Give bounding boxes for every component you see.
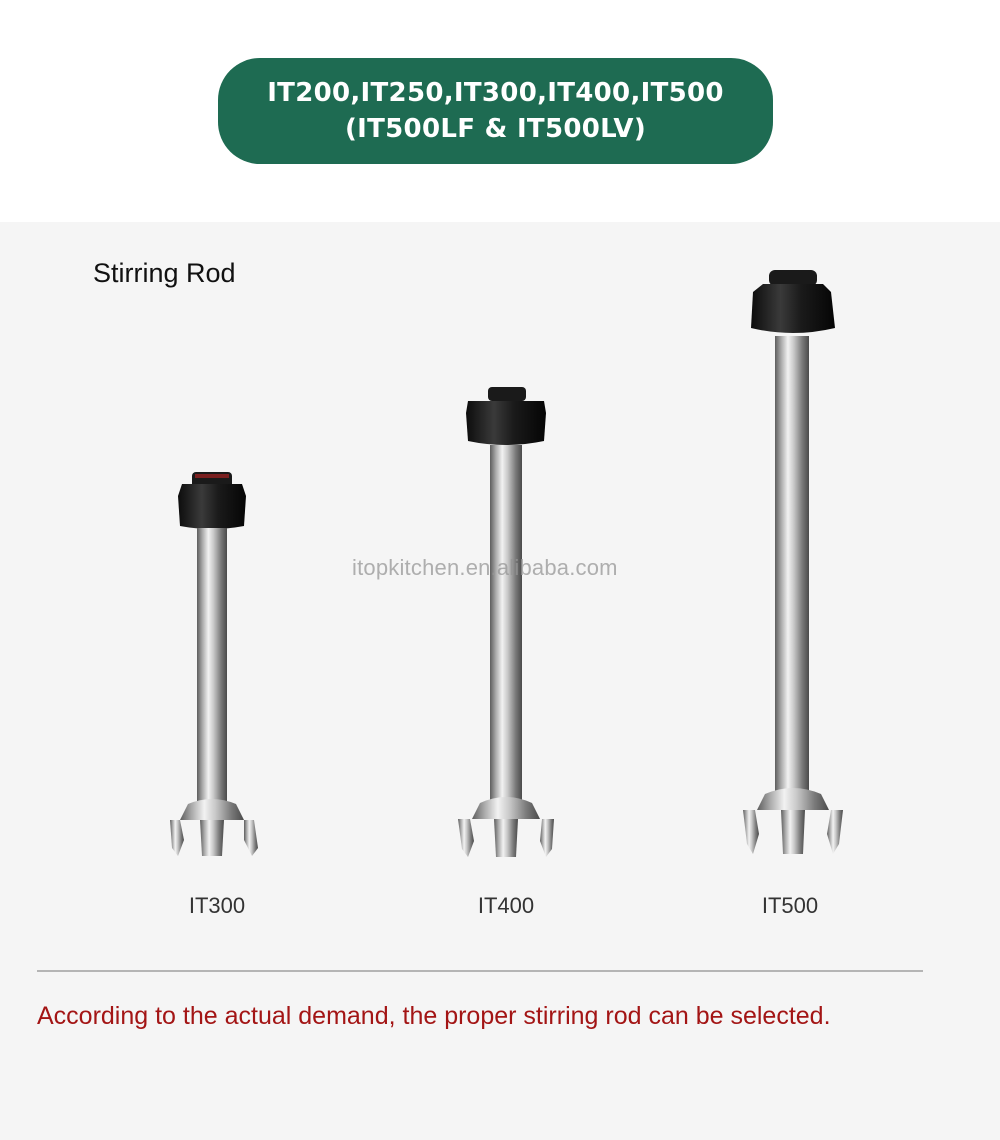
stirring-rod-it500	[739, 266, 845, 864]
stirring-rod-it400	[452, 383, 560, 863]
model-list-pill	[218, 58, 773, 164]
divider	[37, 970, 923, 972]
stirring-rod-it300	[160, 468, 264, 862]
model-list-line-2: (IT500LF & IT500LV)	[344, 114, 647, 144]
section-title: Stirring Rod	[93, 258, 236, 288]
selection-note: According to the actual demand, the proper stirring rod can be selected.	[37, 1002, 831, 1030]
model-list-line-1: IT200,IT250,IT300,IT400,IT500	[267, 78, 724, 108]
rod-label-it500: IT500	[761, 893, 819, 918]
rod-label-it400: IT400	[477, 893, 535, 918]
watermark-text: itopkitchen.en.alibaba.com	[352, 555, 618, 580]
rod-label-it300: IT300	[188, 893, 246, 918]
